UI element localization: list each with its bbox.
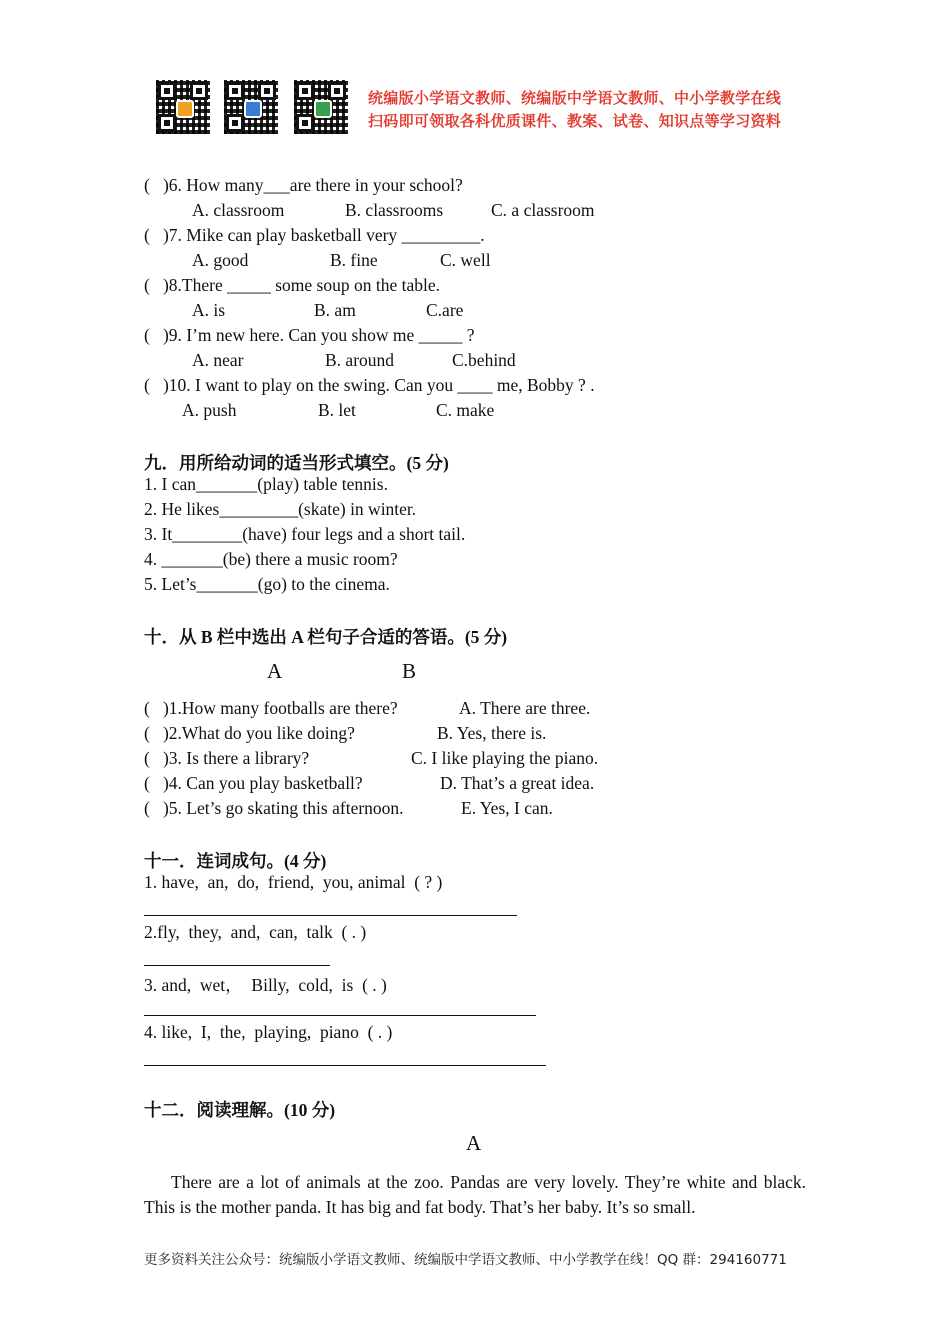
option: B. let: [318, 400, 356, 420]
option: C.are: [426, 300, 464, 320]
word-list: 3. and, wet， Billy, cold, is ( . ): [144, 975, 387, 995]
match-question: ( )2.What do you like doing?: [144, 723, 355, 743]
list-item: 1. I can_______(play) table tennis.: [144, 474, 388, 494]
question-stem: ( )10. I want to play on the swing. Can you ____ me, Bobby ? .: [144, 375, 595, 395]
answer-line[interactable]: [144, 1015, 536, 1016]
option: A. good: [192, 250, 249, 270]
option: C. make: [436, 400, 495, 420]
section-title: 十二．阅读理解。(10 分): [144, 1100, 336, 1120]
option: B. around: [325, 350, 395, 370]
option: C. a classroom: [491, 200, 595, 220]
match-answer: C. I like playing the piano.: [411, 748, 599, 768]
match-answer: A. There are three.: [459, 698, 591, 718]
question-stem: ( )6. How many___are there in your school?: [144, 175, 463, 195]
answer-line[interactable]: [144, 965, 330, 966]
footer-note: 更多资料关注公众号：统编版小学语文教师、统编版中学语文教师、中小学教学在线！QQ 群：294160771: [144, 1252, 787, 1268]
option: A. classroom: [192, 200, 285, 220]
word-list: 2.fly, they, and, can, talk ( . ): [144, 922, 367, 942]
passage-text: There are a lot of animals at the zoo. Pandas are very lovely. They’re white and black. This is the mother panda. It has big and fat body. That’s her baby. It’s so small.: [144, 1172, 806, 1217]
match-question: ( )4. Can you play basketball?: [144, 773, 363, 793]
list-item: 5. Let’s_______(go) to the cinema.: [144, 574, 390, 594]
match-answer: E. Yes, I can.: [461, 798, 553, 818]
list-item: 2. He likes_________(skate) in winter.: [144, 499, 417, 519]
option: B. classrooms: [345, 200, 444, 220]
section-title: 九．用所给动词的适当形式填空。(5 分): [144, 453, 449, 473]
option: A. push: [182, 400, 237, 420]
section-title: 十．从 B 栏中选出 A 栏句子合适的答语。(5 分): [144, 627, 508, 647]
match-answer: B. Yes, there is.: [437, 723, 547, 743]
answer-line[interactable]: [144, 1065, 546, 1066]
option: A. is: [192, 300, 226, 320]
match-question: ( )3. Is there a library?: [144, 748, 310, 768]
qr-code-green-icon: [294, 80, 348, 134]
question-stem: ( )7. Mike can play basketball very _________.: [144, 225, 485, 245]
option: C.behind: [452, 350, 516, 370]
qr-code-blue-icon: [224, 80, 278, 134]
list-item: 4. _______(be) there a music room?: [144, 549, 398, 569]
match-question: ( )5. Let’s go skating this afternoon.: [144, 798, 404, 818]
column-a-header: A: [267, 659, 283, 683]
option: C. well: [440, 250, 491, 270]
passage-title: A: [466, 1131, 482, 1155]
header-promo-line-1: 统编版小学语文教师、统编版中学语文教师、中小学教学在线: [368, 89, 782, 107]
option: B. fine: [330, 250, 378, 270]
qr-code-orange-icon: [156, 80, 210, 134]
option: B. am: [314, 300, 356, 320]
column-b-header: B: [402, 659, 417, 683]
answer-line[interactable]: [144, 915, 517, 916]
option: A. near: [192, 350, 244, 370]
header-promo-line-2: 扫码即可领取各科优质课件、教案、试卷、知识点等学习资料: [368, 112, 782, 130]
list-item: 3. It________(have) four legs and a short tail.: [144, 524, 466, 544]
match-question: ( )1.How many footballs are there?: [144, 698, 398, 718]
question-stem: ( )9. I’m new here. Can you show me _____ ?: [144, 325, 475, 345]
section-title: 十一．连词成句。(4 分): [144, 851, 327, 871]
word-list: 4. like, I, the, playing, piano ( . ): [144, 1022, 393, 1042]
word-list: 1. have, an, do, friend, you, animal ( ? ): [144, 872, 443, 892]
question-stem: ( )8.There _____ some soup on the table.: [144, 275, 440, 295]
match-answer: D. That’s a great idea.: [440, 773, 595, 793]
